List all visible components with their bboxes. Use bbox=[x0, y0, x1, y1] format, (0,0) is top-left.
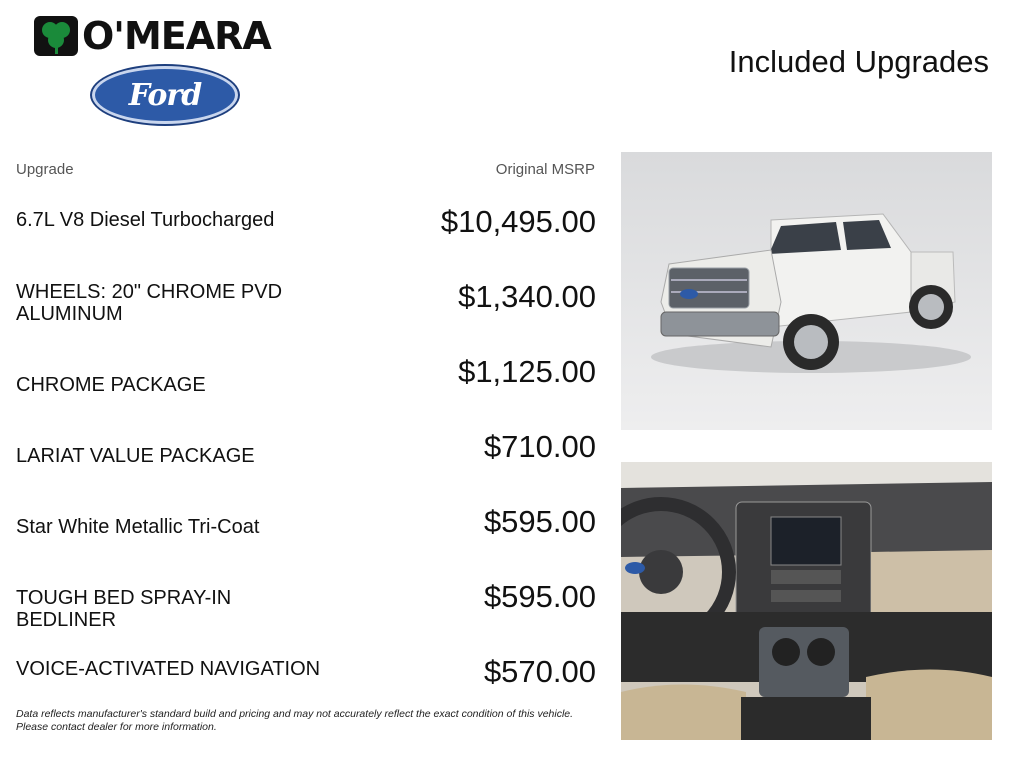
dealer-logo bbox=[34, 14, 294, 124]
ford-logo bbox=[92, 66, 238, 124]
upgrade-row bbox=[16, 204, 596, 276]
upgrade-name: TOUGH BED SPRAY-IN BEDLINER bbox=[16, 587, 232, 631]
column-header-msrp: Original MSRP bbox=[495, 161, 595, 178]
upgrade-row bbox=[16, 579, 596, 651]
disclaimer-line-2: Please contact dealer for more information. bbox=[16, 721, 217, 733]
upgrade-name: CHROME PACKAGE bbox=[16, 374, 206, 396]
upgrade-name: Star White Metallic Tri-Coat bbox=[16, 516, 260, 538]
ford-logo-text: Ford bbox=[128, 77, 202, 113]
upgrade-price: $1,340.00 bbox=[458, 279, 596, 314]
upgrade-price: $1,125.00 bbox=[458, 354, 596, 389]
dealer-wordmark bbox=[34, 14, 271, 58]
column-header-upgrade: Upgrade bbox=[16, 161, 74, 178]
upgrade-price: $710.00 bbox=[483, 429, 596, 464]
disclaimer-line-1: Data reflects manufacturer's standard build and pricing and may not accurately reflect the exact condition of this vehicle. bbox=[16, 708, 574, 720]
upgrade-row bbox=[16, 279, 596, 351]
exterior-photo bbox=[621, 152, 992, 430]
shamrock-icon bbox=[34, 16, 78, 56]
upgrade-row bbox=[16, 354, 596, 426]
upgrade-row bbox=[16, 504, 596, 576]
upgrade-name: WHEELS: 20" CHROME PVD ALUMINUM bbox=[16, 281, 283, 325]
upgrade-row bbox=[16, 429, 596, 501]
upgrade-name: VOICE-ACTIVATED NAVIGATION bbox=[16, 658, 321, 680]
upgrade-name: 6.7L V8 Diesel Turbocharged bbox=[16, 209, 275, 231]
disclaimer bbox=[16, 708, 606, 734]
upgrade-price: $595.00 bbox=[483, 504, 596, 539]
upgrade-name: LARIAT VALUE PACKAGE bbox=[16, 445, 255, 467]
interior-photo bbox=[621, 462, 992, 740]
upgrade-price: $570.00 bbox=[483, 654, 596, 689]
page-title: Included Upgrades bbox=[728, 44, 989, 79]
upgrade-price: $10,495.00 bbox=[440, 204, 596, 239]
dealer-name: O'MEARA bbox=[82, 14, 271, 58]
upgrade-price: $595.00 bbox=[483, 579, 596, 614]
